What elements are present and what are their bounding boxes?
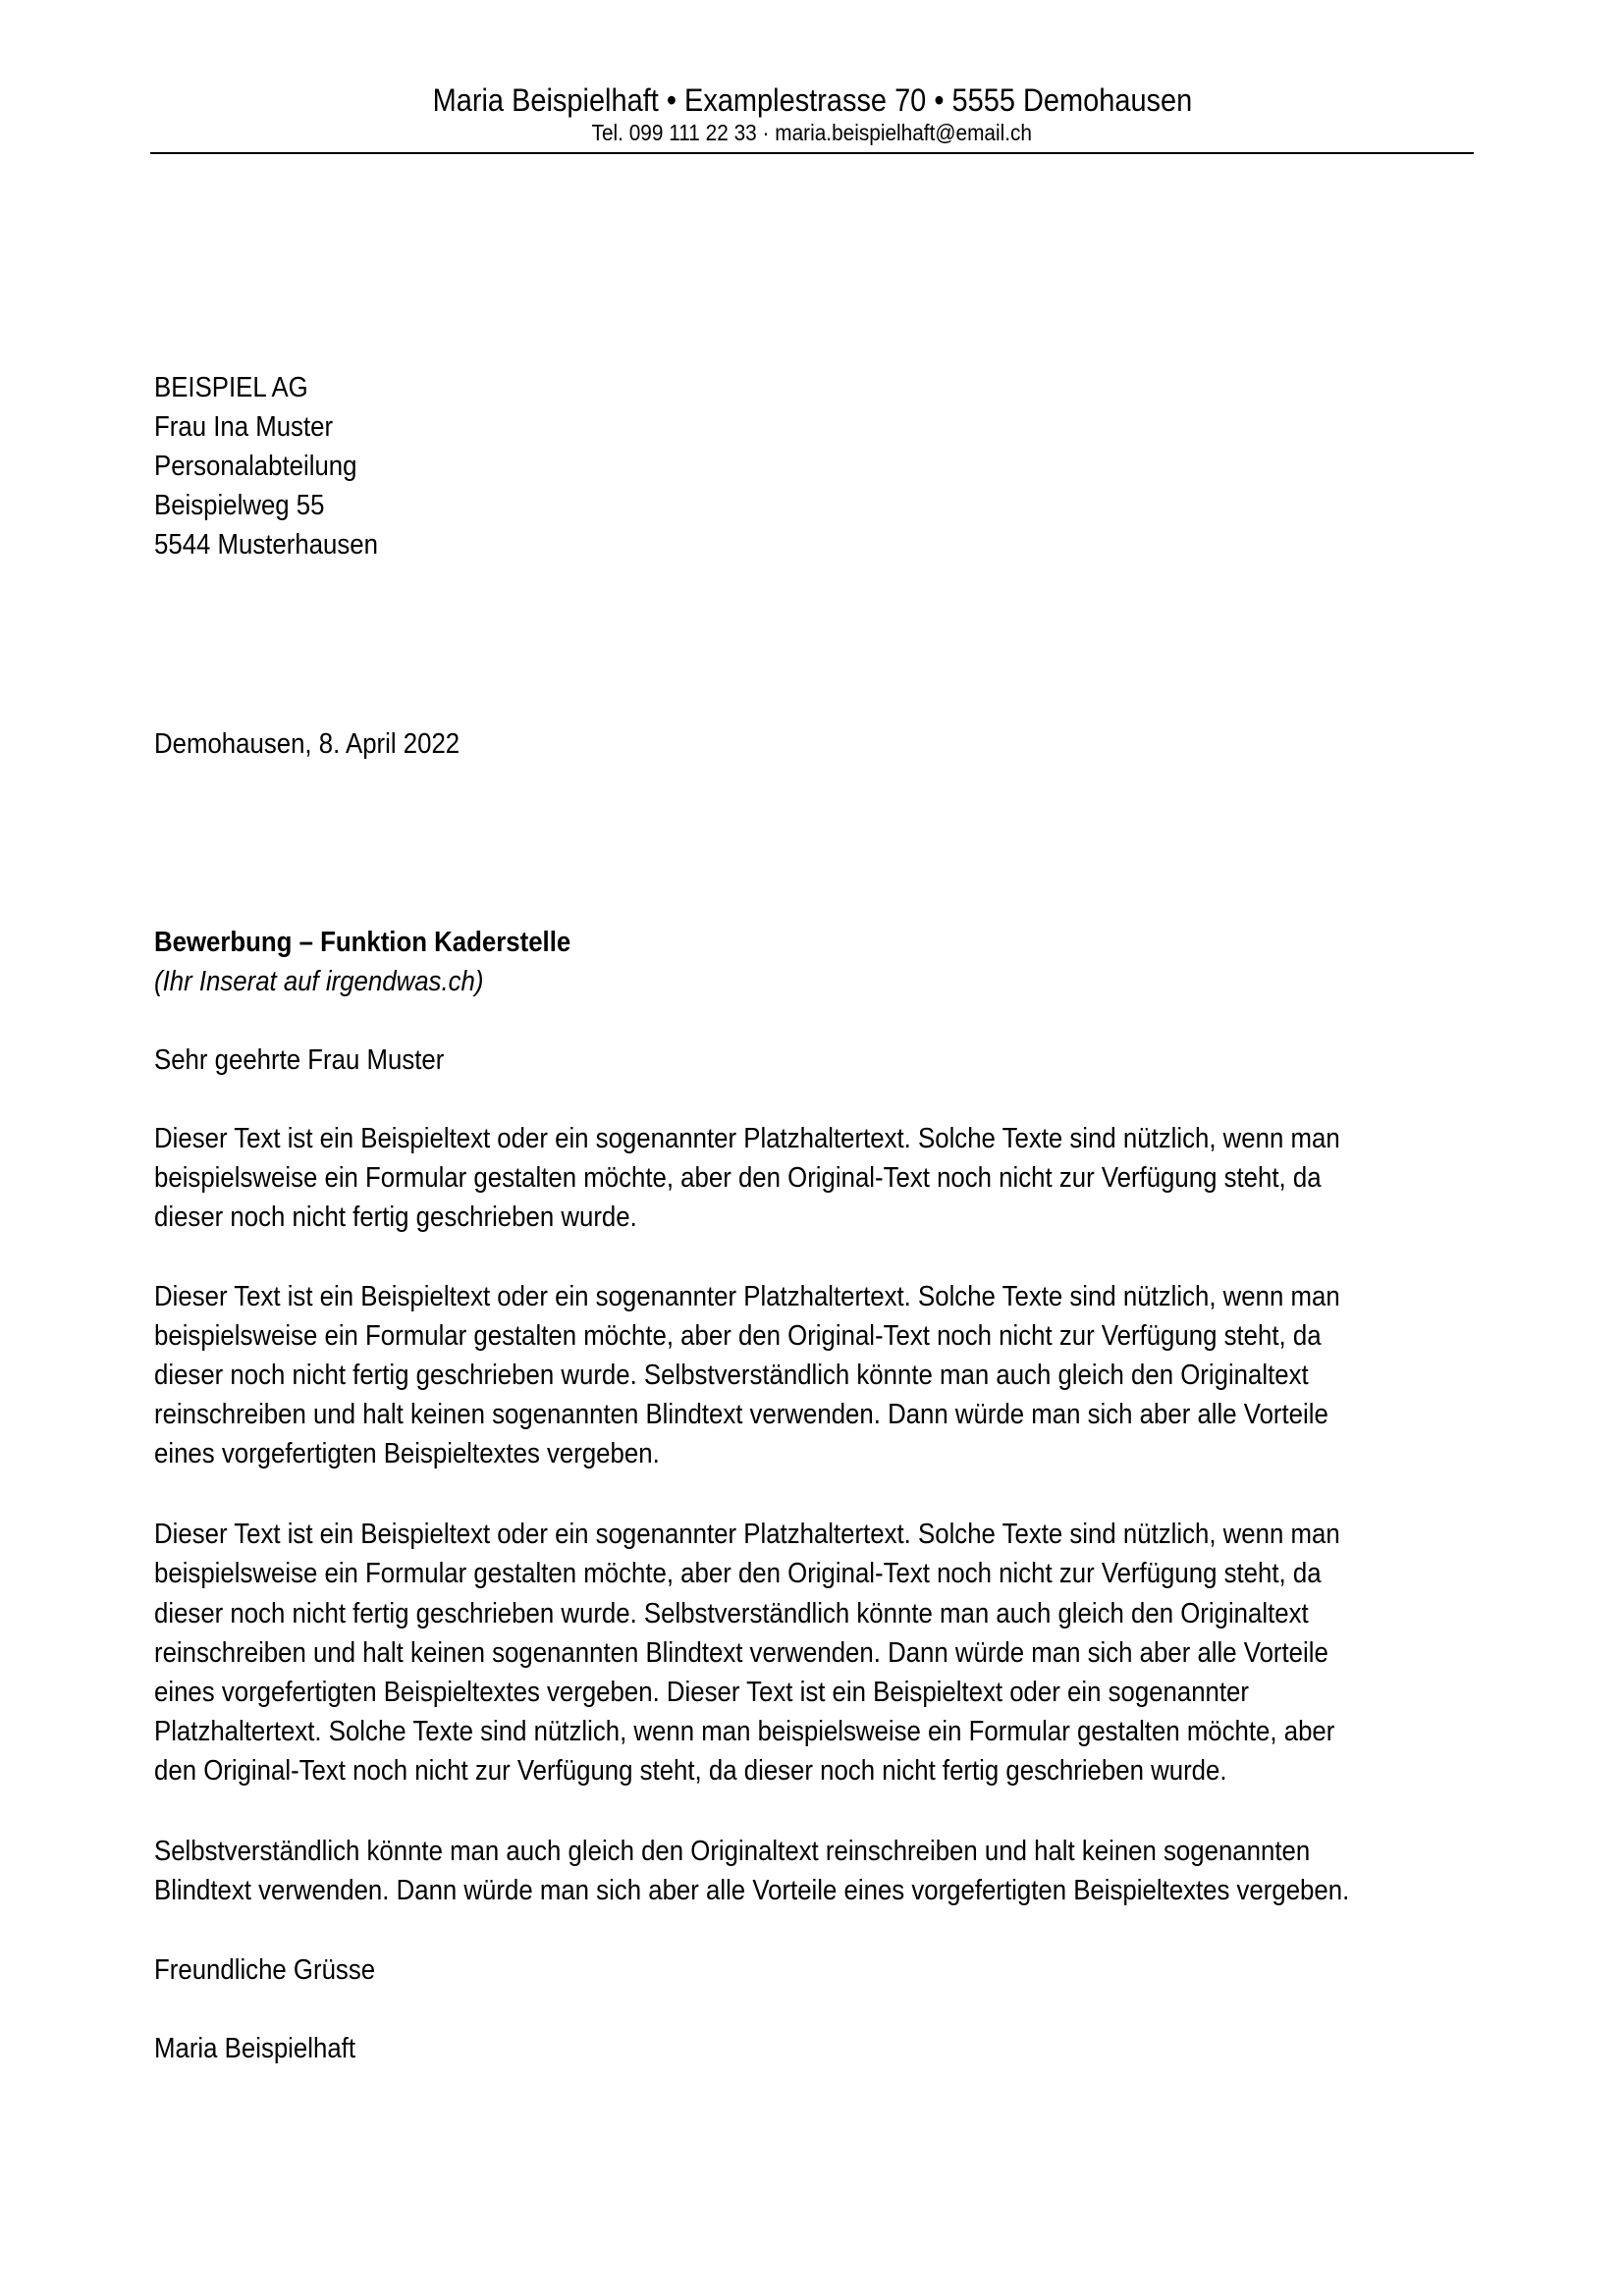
paragraph-line: eines vorgefertigten Beispieltextes vergeben. Dieser Text ist ein Beispieltext oder ein sogenannter	[154, 1677, 1249, 1708]
recipient-person: Frau Ina Muster	[154, 411, 334, 443]
paragraph-line: Selbstverständlich könnte man auch gleich den Originaltext reinschreiben und halt keinen sogenannten	[154, 1836, 1311, 1867]
letterhead-line-2: Tel. 099 111 22 33 · maria.beispielhaft@email.ch	[591, 120, 1033, 145]
subject-reference: (Ihr Inserat auf irgendwas.ch)	[154, 966, 484, 997]
paragraph-line: beispielsweise ein Formular gestalten möchte, aber den Original-Text noch nicht zur Verfügung steht, da	[154, 1558, 1322, 1589]
subject-title: Bewerbung – Funktion Kaderstelle	[154, 927, 571, 958]
paragraph-line: dieser noch nicht fertig geschrieben wurde.	[154, 1201, 637, 1233]
paragraph-line: reinschreiben und halt keinen sogenannten Blindtext verwenden. Dann würde man sich aber alle Vorteile	[154, 1637, 1328, 1669]
recipient-company: BEISPIEL AG	[154, 372, 308, 403]
signature-name: Maria Beispielhaft	[154, 2033, 356, 2064]
paragraph-line: Dieser Text ist ein Beispieltext oder ein sogenannter Platzhaltertext. Solche Texte sind nützlich, wenn man	[154, 1281, 1340, 1312]
recipient-city: 5544 Musterhausen	[154, 529, 378, 561]
paragraph-line: dieser noch nicht fertig geschrieben wurde. Selbstverständlich könnte man auch gleich den Originaltext	[154, 1598, 1309, 1629]
recipient-department: Personalabteilung	[154, 451, 357, 482]
paragraph-line: reinschreiben und halt keinen sogenannten Blindtext verwenden. Dann würde man sich aber alle Vorteile	[154, 1399, 1328, 1430]
paragraph-line: Blindtext verwenden. Dann würde man sich aber alle Vorteile eines vorgefertigten Beispieltextes vergeben.	[154, 1875, 1350, 1906]
closing: Freundliche Grüsse	[154, 1954, 376, 1986]
paragraph-line: eines vorgefertigten Beispieltextes vergeben.	[154, 1438, 660, 1469]
paragraph-line: dieser noch nicht fertig geschrieben wurde. Selbstverständlich könnte man auch gleich den Originaltext	[154, 1360, 1309, 1391]
letterhead-divider	[150, 152, 1474, 154]
letter-date: Demohausen, 8. April 2022	[154, 728, 460, 760]
letterhead-name-address	[0, 84, 1624, 116]
paragraph-line: beispielsweise ein Formular gestalten möchte, aber den Original-Text noch nicht zur Verfügung steht, da	[154, 1320, 1322, 1352]
letterhead-contact	[0, 122, 1624, 144]
paragraph-line: den Original-Text noch nicht zur Verfügung steht, da dieser noch nicht fertig geschrieben wurde.	[154, 1755, 1227, 1787]
paragraph-line: Dieser Text ist ein Beispieltext oder ein sogenannter Platzhaltertext. Solche Texte sind nützlich, wenn man	[154, 1519, 1340, 1550]
salutation: Sehr geehrte Frau Muster	[154, 1044, 445, 1076]
letterhead-line-1: Maria Beispielhaft • Examplestrasse 70 • 5555 Demohausen	[432, 82, 1192, 118]
paragraph-line: Dieser Text ist ein Beispieltext oder ein sogenannter Platzhaltertext. Solche Texte sind nützlich, wenn man	[154, 1123, 1340, 1154]
recipient-street: Beispielweg 55	[154, 490, 325, 521]
paragraph-line: beispielsweise ein Formular gestalten möchte, aber den Original-Text noch nicht zur Verfügung steht, da	[154, 1162, 1322, 1194]
paragraph-line: Platzhaltertext. Solche Texte sind nützlich, wenn man beispielsweise ein Formular gestalten möchte, aber	[154, 1716, 1335, 1747]
